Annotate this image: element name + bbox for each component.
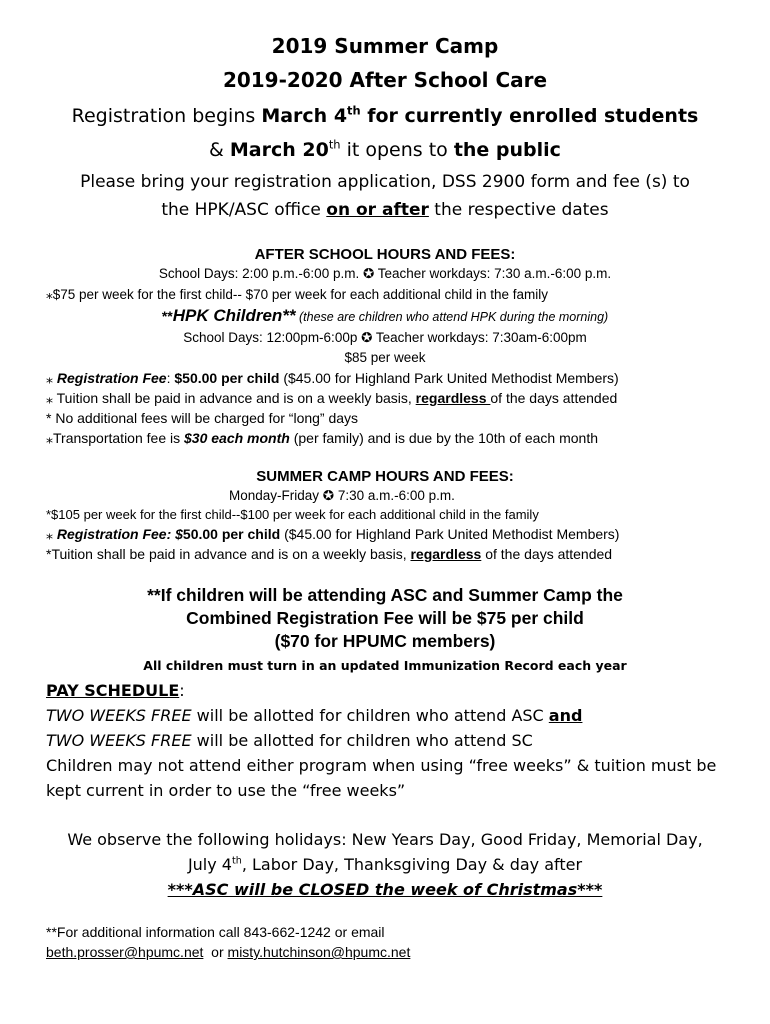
pay-schedule-heading: PAY SCHEDULE: (46, 681, 185, 700)
combined-line-3: ($70 for HPUMC members) (274, 631, 496, 651)
hpk-rate: $85 per week (344, 350, 426, 365)
email-link-misty[interactable]: misty.hutchinson@hpumc.net (227, 944, 411, 960)
asc-heading: AFTER SCHOOL HOURS AND FEES: (254, 246, 516, 263)
immunization-note: All children must turn in an updated Immunization Record each year (143, 658, 627, 673)
summer-registration-fee: ⁎ Registration Fee: $50.00 per child ($45.00 for Highland Park United Methodist Members) (46, 526, 620, 542)
registration-line-2: & March 20th it opens to the public (209, 137, 561, 161)
contact-emails: beth.prosser@hpumc.net or misty.hutchinson@hpumc.net (46, 944, 411, 960)
bring-line-2: the HPK/ASC office on or after the respective dates (161, 200, 609, 220)
holidays-line-1: We observe the following holidays: New Years Day, Good Friday, Memorial Day, (67, 830, 703, 849)
holidays-line-2: July 4th, Labor Day, Thanksgiving Day & day after (187, 855, 583, 874)
pay-line-2: TWO WEEKS FREE will be allotted for children who attend SC (46, 731, 533, 750)
pay-line-4: kept current in order to use the “free weeks” (46, 781, 406, 800)
combined-line-1: **If children will be attending ASC and Summer Camp the (147, 585, 623, 605)
contact-line: **For additional information call 843-662-1242 or email (46, 924, 385, 940)
pay-line-1: TWO WEEKS FREE will be allotted for children who attend ASC and (46, 706, 583, 725)
asc-registration-fee: ⁎ Registration Fee: $50.00 per child ($45.00 for Highland Park United Methodist Members) (46, 370, 619, 386)
title-after-school-care: 2019-2020 After School Care (222, 68, 548, 92)
asc-long-days: * No additional fees will be charged for “long” days (46, 410, 359, 426)
summer-rate: *$105 per week for the first child--$100 per week for each additional child in the family (46, 507, 539, 522)
pay-line-3: Children may not attend either program when using “free weeks” & tuition must be (46, 756, 717, 775)
bring-line-1: Please bring your registration application, DSS 2900 form and fee (s) to (80, 172, 690, 192)
hpk-hours: School Days: 12:00pm-6:00p ✪ Teacher workdays: 7:30am-6:00pm (183, 330, 587, 345)
asc-tuition: ⁎ Tuition shall be paid in advance and is on a weekly basis, regardless of the days attended (46, 390, 618, 406)
registration-line-1: Registration begins March 4th for currently enrolled students (71, 103, 699, 127)
summer-heading: SUMMER CAMP HOURS AND FEES: (256, 468, 514, 485)
title-summer-camp: 2019 Summer Camp (271, 34, 499, 58)
asc-hours: School Days: 2:00 p.m.-6:00 p.m. ✪ Teacher workdays: 7:30 a.m.-6:00 p.m. (158, 266, 612, 281)
hpk-children-line: **HPK Children** (these are children who attend HPK during the morning) (161, 306, 609, 325)
asc-transportation: ⁎Transportation fee is $30 each month (per family) and is due by the 10th of each month (46, 430, 598, 446)
summer-hours: Monday-Friday ✪ 7:30 a.m.-6:00 p.m. (229, 488, 455, 503)
email-link-beth[interactable]: beth.prosser@hpumc.net (46, 944, 204, 960)
combined-line-2: Combined Registration Fee will be $75 per child (186, 608, 584, 628)
asc-rate: ⁎$75 per week for the first child-- $70 per week for each additional child in the family (46, 287, 549, 302)
christmas-closed-note: ***ASC will be CLOSED the week of Christmas*** (167, 880, 603, 899)
summer-tuition: *Tuition shall be paid in advance and is on a weekly basis, regardless of the days attended (46, 546, 613, 562)
